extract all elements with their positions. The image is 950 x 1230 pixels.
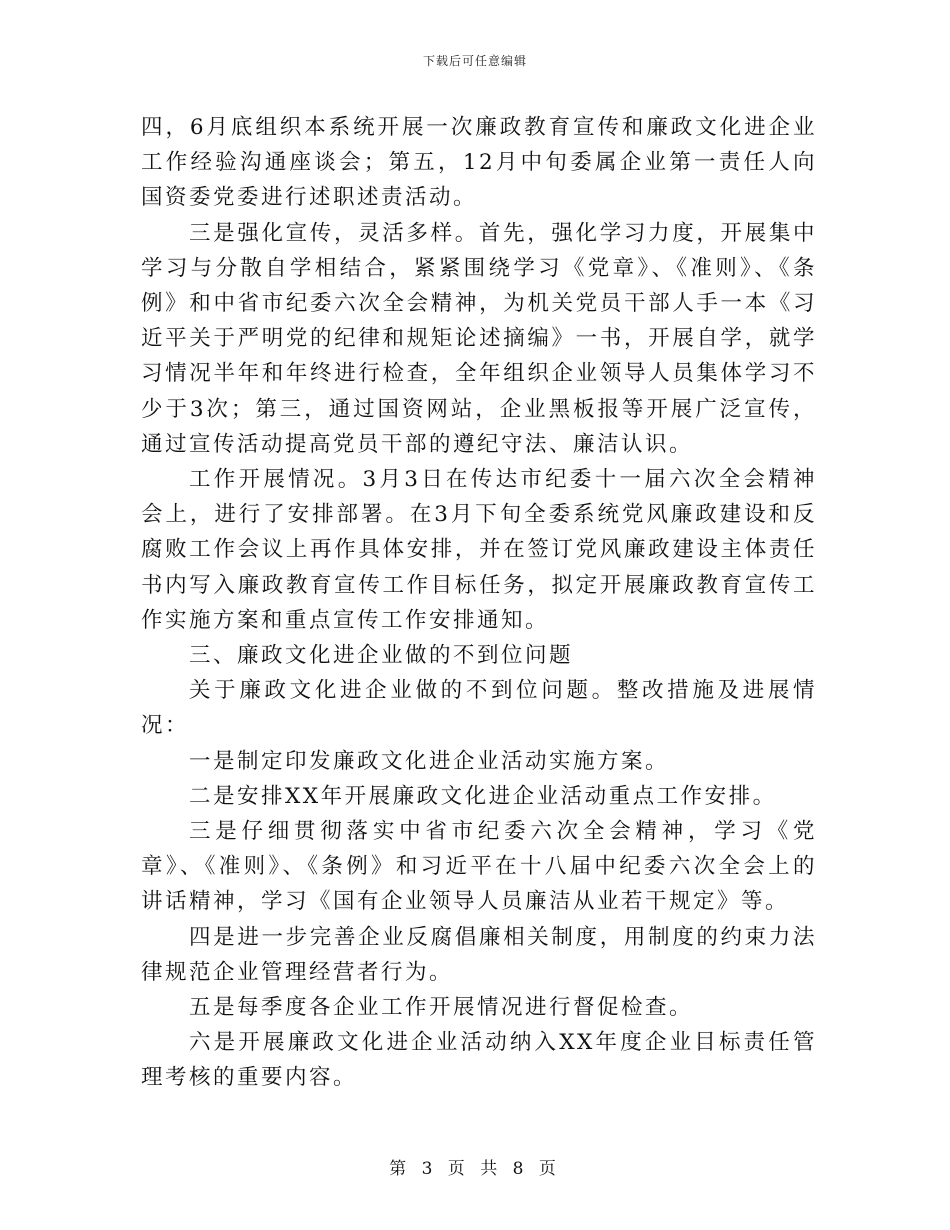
document-body	[141, 110, 817, 1096]
section-heading: 三、廉政文化进企业做的不到位问题	[189, 643, 574, 669]
paragraph-9: 四是进一步完善企业反腐倡廉相关制度，用制度的约束力法律规范企业管理经营者行为。	[141, 924, 817, 985]
paragraph-6: 一是制定印发廉政文化进企业活动实施方案。	[189, 748, 670, 774]
paragraph-2: 三是强化宣传，灵活多样。首先，强化学习力度，开展集中学习与分散自学相结合，紧紧围绕学习《党章》、《准则》、《条例》和中省市纪委六次全会精神，为机关党员干部人手一本《习近平关于严明党的纪律和规矩论述摘编》一书，开展自学，就学习情况半年和年终进行检查，全年组织企业领导人员集体学习不少于3次；第三，通过国资网站，企业黑板报等开展广泛宣传，通过宣传活动提高党员干部的遵纪守法、廉洁认识。	[141, 220, 817, 457]
paragraph-8: 三是仔细贯彻落实中省市纪委六次全会精神，学习《党章》、《准则》、《条例》和习近平在十八届中纪委六次全会上的讲话精神，学习《国有企业领导人员廉洁从业若干规定》等。	[141, 819, 817, 915]
paragraph-10: 五是每季度各企业工作开展情况进行督促检查。	[189, 995, 694, 1021]
paragraph-5: 关于廉政文化进企业做的不到位问题。整改措施及进展情况：	[141, 678, 817, 739]
page-number-footer: 第 3 页 共 8 页	[389, 1159, 561, 1179]
page-header-note: 下载后可任意编辑	[422, 54, 527, 68]
paragraph-7: 二是安排XX年开展廉政文化进企业活动重点工作安排。	[189, 783, 777, 809]
paragraph-3: 工作开展情况。3月3日在传达市纪委十一届六次全会精神会上，进行了安排部署。在3月下旬全委系统党风廉政建设和反腐败工作会议上再作具体安排，并在签订党风廉政建设主体责任书内写入廉政教育宣传工作目标任务，拟定开展廉政教育宣传工作实施方案和重点宣传工作安排通知。	[141, 467, 817, 633]
paragraph-1: 四，6月底组织本系统开展一次廉政教育宣传和廉政文化进企业工作经验沟通座谈会；第五，12月中旬委属企业第一责任人向国资委党委进行述职述责活动。	[141, 115, 817, 211]
paragraph-11: 六是开展廉政文化进企业活动纳入XX年度企业目标责任管理考核的重要内容。	[141, 1030, 817, 1091]
